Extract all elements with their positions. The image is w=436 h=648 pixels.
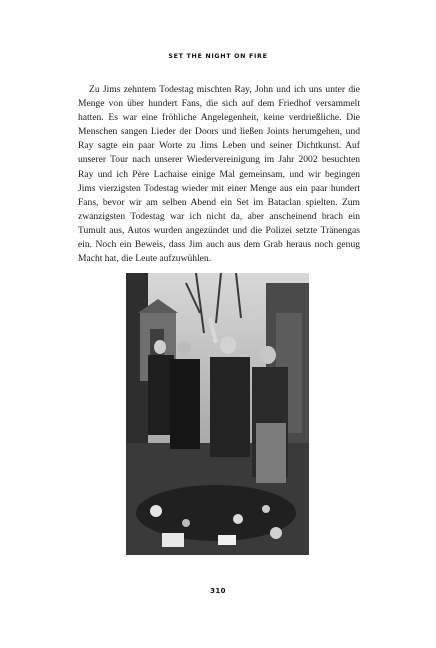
photo-fans-at-grave xyxy=(126,273,309,555)
body-paragraph: Zu Jims zehntem Todestag mischten Ray, John und ich uns unter die Menge von über hundert Fans, die sich auf dem Friedhof versammelt hatten. Es war eine fröhliche Angelegenheit, keine verdrießliche. Die Menschen sangen Lieder der Doors und ließen Joints herumgehen, und Ray sagte ein paar Worte zu Jims Leben und seiner Dichtkunst. Auf unserer Tour nach unserer Wiedervereinigung im Jahr 2002 besuchten Ray und ich Père Lachaise einige Mal gemeinsam, und wir begingen Jims vierzigsten Todestag wieder mit einer Menge aus ein paar hundert Fans, bevor wir am selben Abend ein Set im Bataclan spielten. Zum zwanzigsten Todestag war ich nicht da, aber anscheinend brach ein Tumult aus, Autos wurden angezündet und die Polizei setzte Tränengas ein. Noch ein Beweis, dass Jim auch aus dem Grab heraus noch genug Macht hat, die Leute aufzuwühlen. xyxy=(78,84,360,265)
running-head: SET THE NIGHT ON FIRE xyxy=(168,53,268,60)
page-number: 310 xyxy=(210,587,226,595)
